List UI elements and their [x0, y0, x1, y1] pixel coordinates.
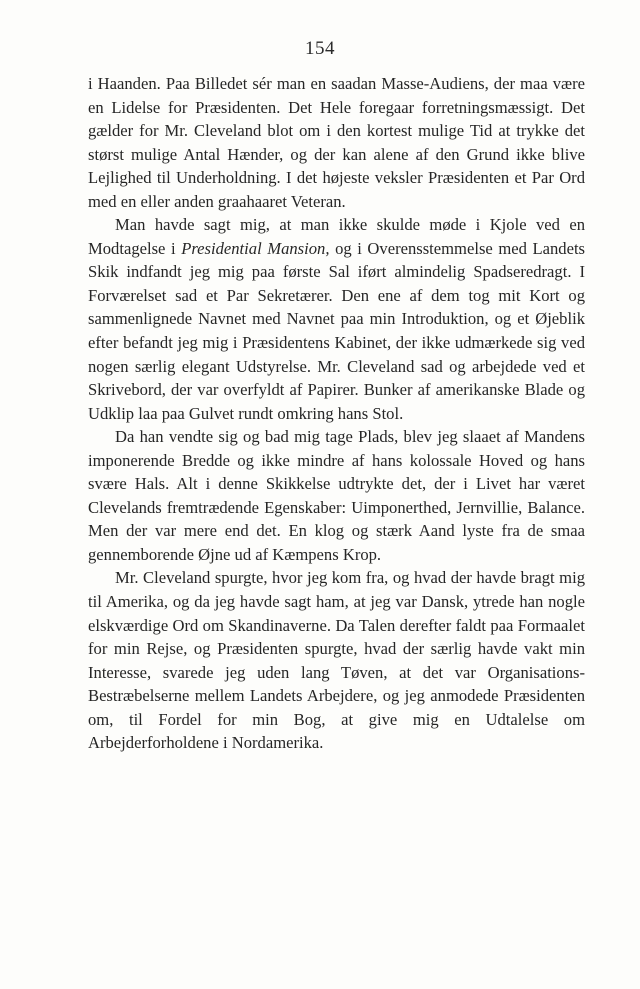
paragraph-2-start: Man havde sagt mig, at man ikke skulde møde i Kjole ved en Modtagelse i: [88, 215, 585, 258]
body-text: [88, 72, 585, 755]
paragraph-4: Mr. Cleveland spurgte, hvor jeg kom fra, og hvad der havde bragt mig til Amerika, og da jeg havde sagt ham, at jeg var Dansk, ytrede han nogle elskværdige Ord om Skandinaverne. Da Talen derefter faldt paa Formaalet for min Rejse, og Præsidenten spurgte, hvad der særlig havde vakt min Interesse, svarede jeg uden lang Tøven, at det var Organisations-Bestræbelserne mellem Landets Arbejdere, og jeg anmodede Præsidenten om, til Fordel for min Bog, at give mig en Udtalelse om Arbejderforholdene i Nordamerika.: [88, 568, 585, 753]
page-number: 154: [305, 38, 335, 59]
paragraph-2: [88, 213, 585, 425]
paragraph-2-rest: og i Overensstemmelse med Landets Skik indfandt jeg mig paa første Sal iført almindelig Spadseredragt. I Forværelset sad et Par Sekretærer. Den ene af dem tog mit Kort og sammenlignede Navnet med Navnet paa min Introduktion, og et Øjeblik efter befandt jeg mig i Præsidentens Kabinet, der ikke udmærkede sig ved nogen særlig elegant Udstyrelse. Mr. Cleveland sad og arbejdede ved et Skrivebord, der var overfyldt af Papirer. Bunker af amerikanske Blade og Udklip laa paa Gulvet rundt omkring hans Stol.: [88, 238, 586, 423]
paragraph-3: Da han vendte sig og bad mig tage Plads, blev jeg slaaet af Mandens imponerende Bredde og ikke mindre af hans kolossale Hoved og hans svære Hals. Alt i denne Skikkelse udtrykte det, der i Livet har været Clevelands fremtrædende Egenskaber: Uimponerthed, Jernvillie, Balance. Men der var mere end det. En klog og stærk Aand lyste fra de smaa gennemborende Øjne ud af Kæmpens Krop.: [88, 427, 585, 564]
italic-term-presidential-mansion: Presidential Mansion,: [181, 238, 330, 258]
paragraph-1: i Haanden. Paa Billedet sér man en saadan Masse-Audiens, der maa være en Lidelse for Præsidenten. Det Hele foregaar forretningsmæssigt. Det gælder for Mr. Cleveland blot om i den kortest mulige Tid at trykke det størst mulige Antal Hænder, og der kan alene af den Grund ikke blive Lejlighed til Underholdning. I det højeste veksler Præsidenten et Par Ord med en eller anden graahaaret Veteran.: [88, 74, 585, 211]
